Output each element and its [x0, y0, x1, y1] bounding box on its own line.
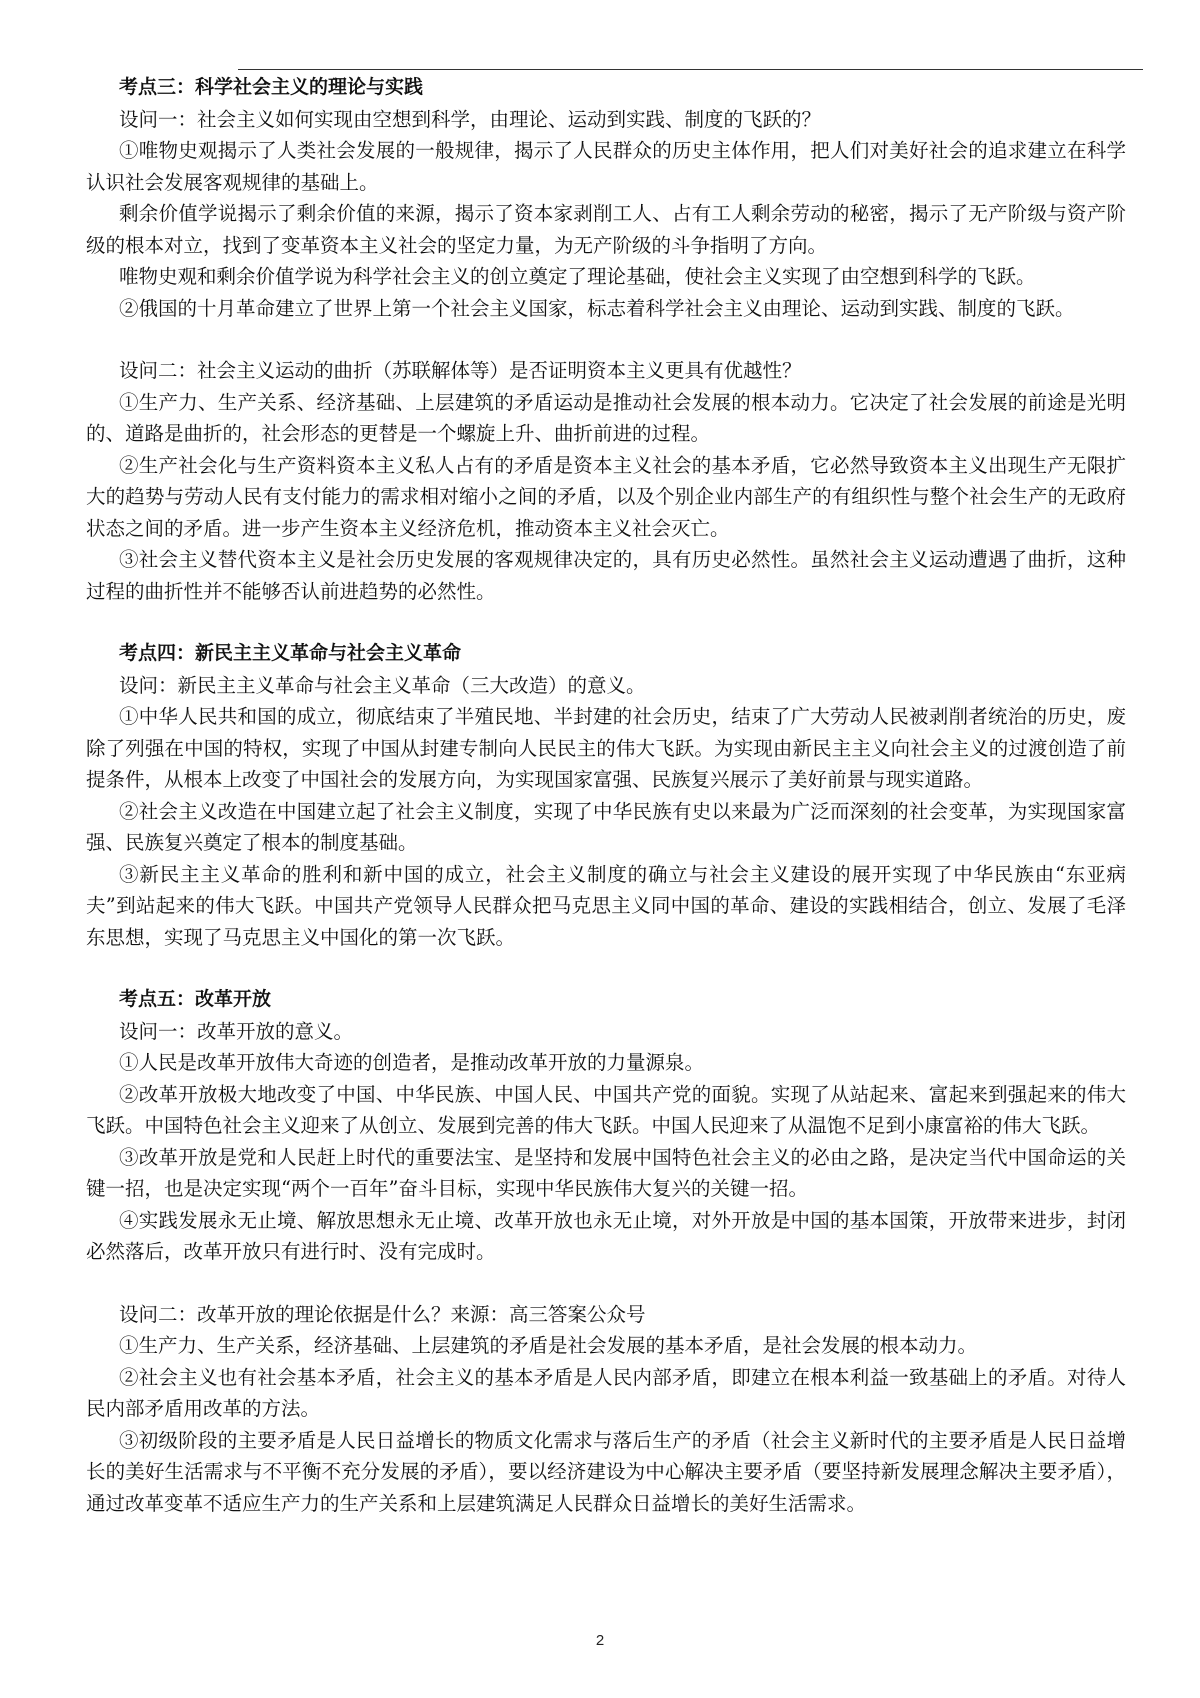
answer-paragraph: ②俄国的十月革命建立了世界上第一个社会主义国家，标志着科学社会主义由理论、运动到实践、制度的飞跃。: [119, 296, 1075, 320]
section-heading: 考点五：改革开放: [119, 988, 272, 1010]
question: 设问一：改革开放的意义。: [119, 1019, 354, 1043]
question: 设问：新民主主义革命与社会主义革命（三大改造）的意义。: [119, 673, 646, 697]
answer-paragraph: ③新民主主义革命的胜利和新中国的成立，社会主义制度的确立与社会主义建设的展开实现了中华民族由“东亚病夫”到站起来的伟大飞跃。中国共产党领导人民群众把马克思主义同中国的革命、建设的实践相结合，创立、发展了毛泽东思想，实现了马克思主义中国化的第一次飞跃。: [86, 862, 1126, 949]
section-heading: 考点四：新民主主义革命与社会主义革命: [119, 642, 462, 664]
answer-paragraph: ②生产社会化与生产资料资本主义私人占有的矛盾是资本主义社会的基本矛盾，它必然导致资本主义出现生产无限扩大的趋势与劳动人民有支付能力的需求相对缩小之间的矛盾，以及个别企业内部生产的有组织性与整个社会生产的无政府状态之间的矛盾。进一步产生资本主义经济危机，推动资本主义社会灭亡。: [86, 453, 1126, 540]
answer-paragraph: ④实践发展永无止境、解放思想永无止境、改革开放也永无止境，对外开放是中国的基本国策，开放带来进步，封闭必然落后，改革开放只有进行时、没有完成时。: [86, 1208, 1126, 1263]
answer-paragraph: ①唯物史观揭示了人类社会发展的一般规律，揭示了人民群众的历史主体作用，把人们对美好社会的追求建立在科学认识社会发展客观规律的基础上。: [86, 139, 1126, 194]
answer-paragraph: ③初级阶段的主要矛盾是人民日益增长的物质文化需求与落后生产的矛盾（社会主义新时代的主要矛盾是人民日益增长的美好生活需求与不平衡不充分发展的矛盾），要以经济建设为中心解决主要矛盾（要坚持新发展理念解决主要矛盾），通过改革变革不适应生产力的生产关系和上层建筑满足人民群众日益增长的美好生活需求。: [86, 1428, 1126, 1515]
question: 设问二：社会主义运动的曲折（苏联解体等）是否证明资本主义更具有优越性？: [119, 359, 802, 382]
answer-paragraph: ③社会主义替代资本主义是社会历史发展的客观规律决定的，具有历史必然性。虽然社会主义运动遭遇了曲折，这种过程的曲折性并不能够否认前进趋势的必然性。: [86, 548, 1126, 603]
answer-paragraph: ①中华人民共和国的成立，彻底结束了半殖民地、半封建的社会历史，结束了广大劳动人民被剥削者统治的历史，废除了列强在中国的特权，实现了中国从封建专制向人民民主的伟大飞跃。为实现由新民主主义向社会主义的过渡创造了前提条件，从根本上改变了中国社会的发展方向，为实现国家富强、民族复兴展示了美好前景与现实道路。: [86, 705, 1126, 791]
page-number: 2: [595, 1632, 605, 1649]
spacer: [86, 1268, 1126, 1299]
answer-paragraph: ①生产力、生产关系，经济基础、上层建筑的矛盾是社会发展的基本矛盾，是社会发展的根本动力。: [119, 1334, 978, 1357]
answer-paragraph: ③改革开放是党和人民赶上时代的重要法宝、是坚持和发展中国特色社会主义的必由之路，是决定当代中国命运的关键一招，也是决定实现“两个一百年”奋斗目标，实现中华民族伟大复兴的关键一招。: [86, 1145, 1126, 1200]
header-rule: [238, 69, 1143, 70]
spacer: [86, 607, 1126, 638]
question: 设问一：社会主义如何实现由空想到科学，由理论、运动到实践、制度的飞跃的？: [119, 107, 822, 131]
spacer: [86, 324, 1126, 355]
answer-paragraph: ①生产力、生产关系、经济基础、上层建筑的矛盾运动是推动社会发展的根本动力。它决定了社会发展的前途是光明的、道路是曲折的，社会形态的更替是一个螺旋上升、曲折前进的过程。: [86, 390, 1126, 445]
section-heading: 考点三：科学社会主义的理论与实践: [119, 76, 424, 98]
question: 设问二：改革开放的理论依据是什么？来源：高三答案公众号: [119, 1302, 646, 1326]
spacer: [86, 953, 1126, 984]
answer-paragraph: ②社会主义也有社会基本矛盾，社会主义的基本矛盾是人民内部矛盾，即建立在根本利益一致基础上的矛盾。对待人民内部矛盾用改革的方法。: [86, 1365, 1126, 1420]
answer-paragraph: ①人民是改革开放伟大奇迹的创造者，是推动改革开放的力量源泉。: [119, 1051, 705, 1074]
answer-paragraph: ②改革开放极大地改变了中国、中华民族、中国人民、中国共产党的面貌。实现了从站起来、富起来到强起来的伟大飞跃。中国特色社会主义迎来了从创立、发展到完善的伟大飞跃。中国人民迎来了从温饱不足到小康富裕的伟大飞跃。: [86, 1082, 1126, 1137]
document-body: [86, 72, 1126, 1519]
answer-paragraph: 唯物史观和剩余价值学说为科学社会主义的创立奠定了理论基础，使社会主义实现了由空想到科学的飞跃。: [119, 265, 1036, 288]
answer-paragraph: ②社会主义改造在中国建立起了社会主义制度，实现了中华民族有史以来最为广泛而深刻的社会变革，为实现国家富强、民族复兴奠定了根本的制度基础。: [86, 799, 1126, 854]
answer-paragraph: 剩余价值学说揭示了剩余价值的来源，揭示了资本家剥削工人、占有工人剩余劳动的秘密，揭示了无产阶级与资产阶级的根本对立，找到了变革资本主义社会的坚定力量，为无产阶级的斗争指明了方向。: [86, 202, 1126, 257]
